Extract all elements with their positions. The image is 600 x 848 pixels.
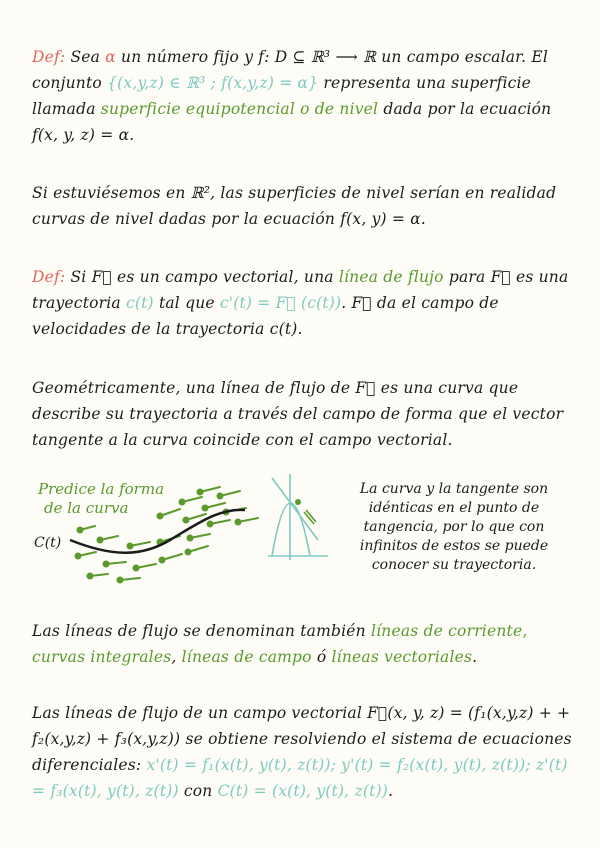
field-arrow: [208, 520, 231, 527]
def-label: Def:: [32, 268, 66, 286]
field-arrow: [78, 526, 96, 533]
tangent-sketch: [268, 470, 338, 570]
field-arrow: [98, 536, 119, 543]
vector-field-sketch: [60, 478, 280, 588]
field-arrow: [203, 503, 226, 511]
ode-y: y'(t) = f₂(x(t), y(t), z(t));: [336, 756, 531, 774]
paragraph-geometric: Geométricamente, una línea de flujo de F⃗ es una curva que describe su trayectoria a través del campo de forma que el vector tangente a la curva coincide con el campo vectorial.: [32, 379, 564, 449]
flow-equation: c'(t) = F⃗ (c(t)): [219, 294, 342, 312]
field-arrow: [134, 564, 157, 571]
function-map: f: D ⊆ ℝ³ ⟶ ℝ: [258, 48, 377, 66]
field-arrow: [104, 562, 127, 567]
field-arrow: [76, 552, 97, 559]
field-arrow: [118, 578, 141, 583]
tangent-point: [295, 499, 301, 505]
paragraph-solving: Las líneas de flujo de un campo vectorial F⃗(x, y, z) = (f₁(x,y,z) + + f₂(x,y,z) + f₃(x,y,z)) se obtiene resolviendo el sistema de ecuaciones diferenciales: x'(t) = f₁(x(t), y(t), z(t)); y'(t) = f₂(x(t), y(t), z(t)); z'(t) = f₃(x(t), y(t), z(t)) con C(t) = (x(t), y(t), z(t)).: [32, 704, 572, 800]
trajectory-ct: c(t): [126, 294, 154, 312]
field-arrow: [128, 542, 151, 549]
definition-flow-line: Def: Si F⃗ es un campo vectorial, una línea de flujo para F⃗ es una trayectoria c(t) tal que c'(t) = F⃗ (c(t)). F⃗ da el campo de velocidades de la trayectoria c(t).: [32, 268, 569, 338]
field-arrow: [186, 546, 209, 555]
field-arrow: [198, 487, 221, 495]
field-arrow: [158, 509, 181, 519]
term-level-surface: superficie equipotencial o de nivel: [100, 100, 379, 118]
tangent-note: La curva y la tangente son idénticas en el punto de tangencia, por lo que con infinitos de estos se puede conocer su trayectoria.: [359, 481, 549, 573]
field-arrow: [160, 554, 183, 563]
definition-level-surface: Def: Sea α un número fijo y f: D ⊆ ℝ³ ⟶ ℝ un campo escalar. El conjunto {(x,y,z) ∈ ℝ³ ; f(x,y,z) = α} representa una superficie llamada superficie equipotencial o de nivel dada por la ecuación f(x, y, z) = α.: [32, 48, 552, 144]
trajectory-def: C(t) = (x(t), y(t), z(t)): [217, 782, 389, 800]
field-arrow: [88, 574, 109, 579]
ode-x: x'(t) = f₁(x(t), y(t), z(t));: [146, 756, 337, 774]
field-arrow: [180, 497, 203, 505]
predict-label: Predice la forma de la curva: [38, 480, 165, 517]
tangent-line: [272, 478, 318, 540]
alpha-symbol: α: [105, 48, 116, 66]
parabola-curve: [272, 503, 310, 556]
name-integral-curves: curvas integrales: [32, 648, 172, 666]
name-vector-lines: líneas vectoriales: [331, 648, 473, 666]
field-arrow: [236, 518, 259, 525]
curve-label: C(t): [34, 535, 62, 551]
paragraph-other-names: Las líneas de flujo se denominan también líneas de corriente, curvas integrales, líneas de campo ó líneas vectoriales.: [32, 622, 528, 666]
name-current-lines: líneas de corriente,: [370, 622, 528, 640]
paragraph-r2-level-curves: Si estuviésemos en ℝ², las superficies de nivel serían en realidad curvas de nivel dadas por la ecuación f(x, y) = α.: [32, 184, 557, 228]
level-equation: f(x, y, z) = α.: [32, 126, 135, 144]
field-arrow: [218, 491, 241, 499]
level-set: {(x,y,z) ∈ ℝ³ ; f(x,y,z) = α}: [107, 74, 319, 92]
term-flow-line: línea de flujo: [338, 268, 444, 286]
ode-z: z'(t) = f₃(x(t), y(t), z(t)): [32, 756, 568, 800]
name-field-lines: líneas de campo: [181, 648, 312, 666]
vector-field-def: F⃗(x, y, z) = (f₁(x,y,z) + + f₂(x,y,z) + f₃(x,y,z)): [32, 704, 571, 748]
def-label: Def:: [32, 48, 66, 66]
field-arrow: [188, 534, 211, 541]
